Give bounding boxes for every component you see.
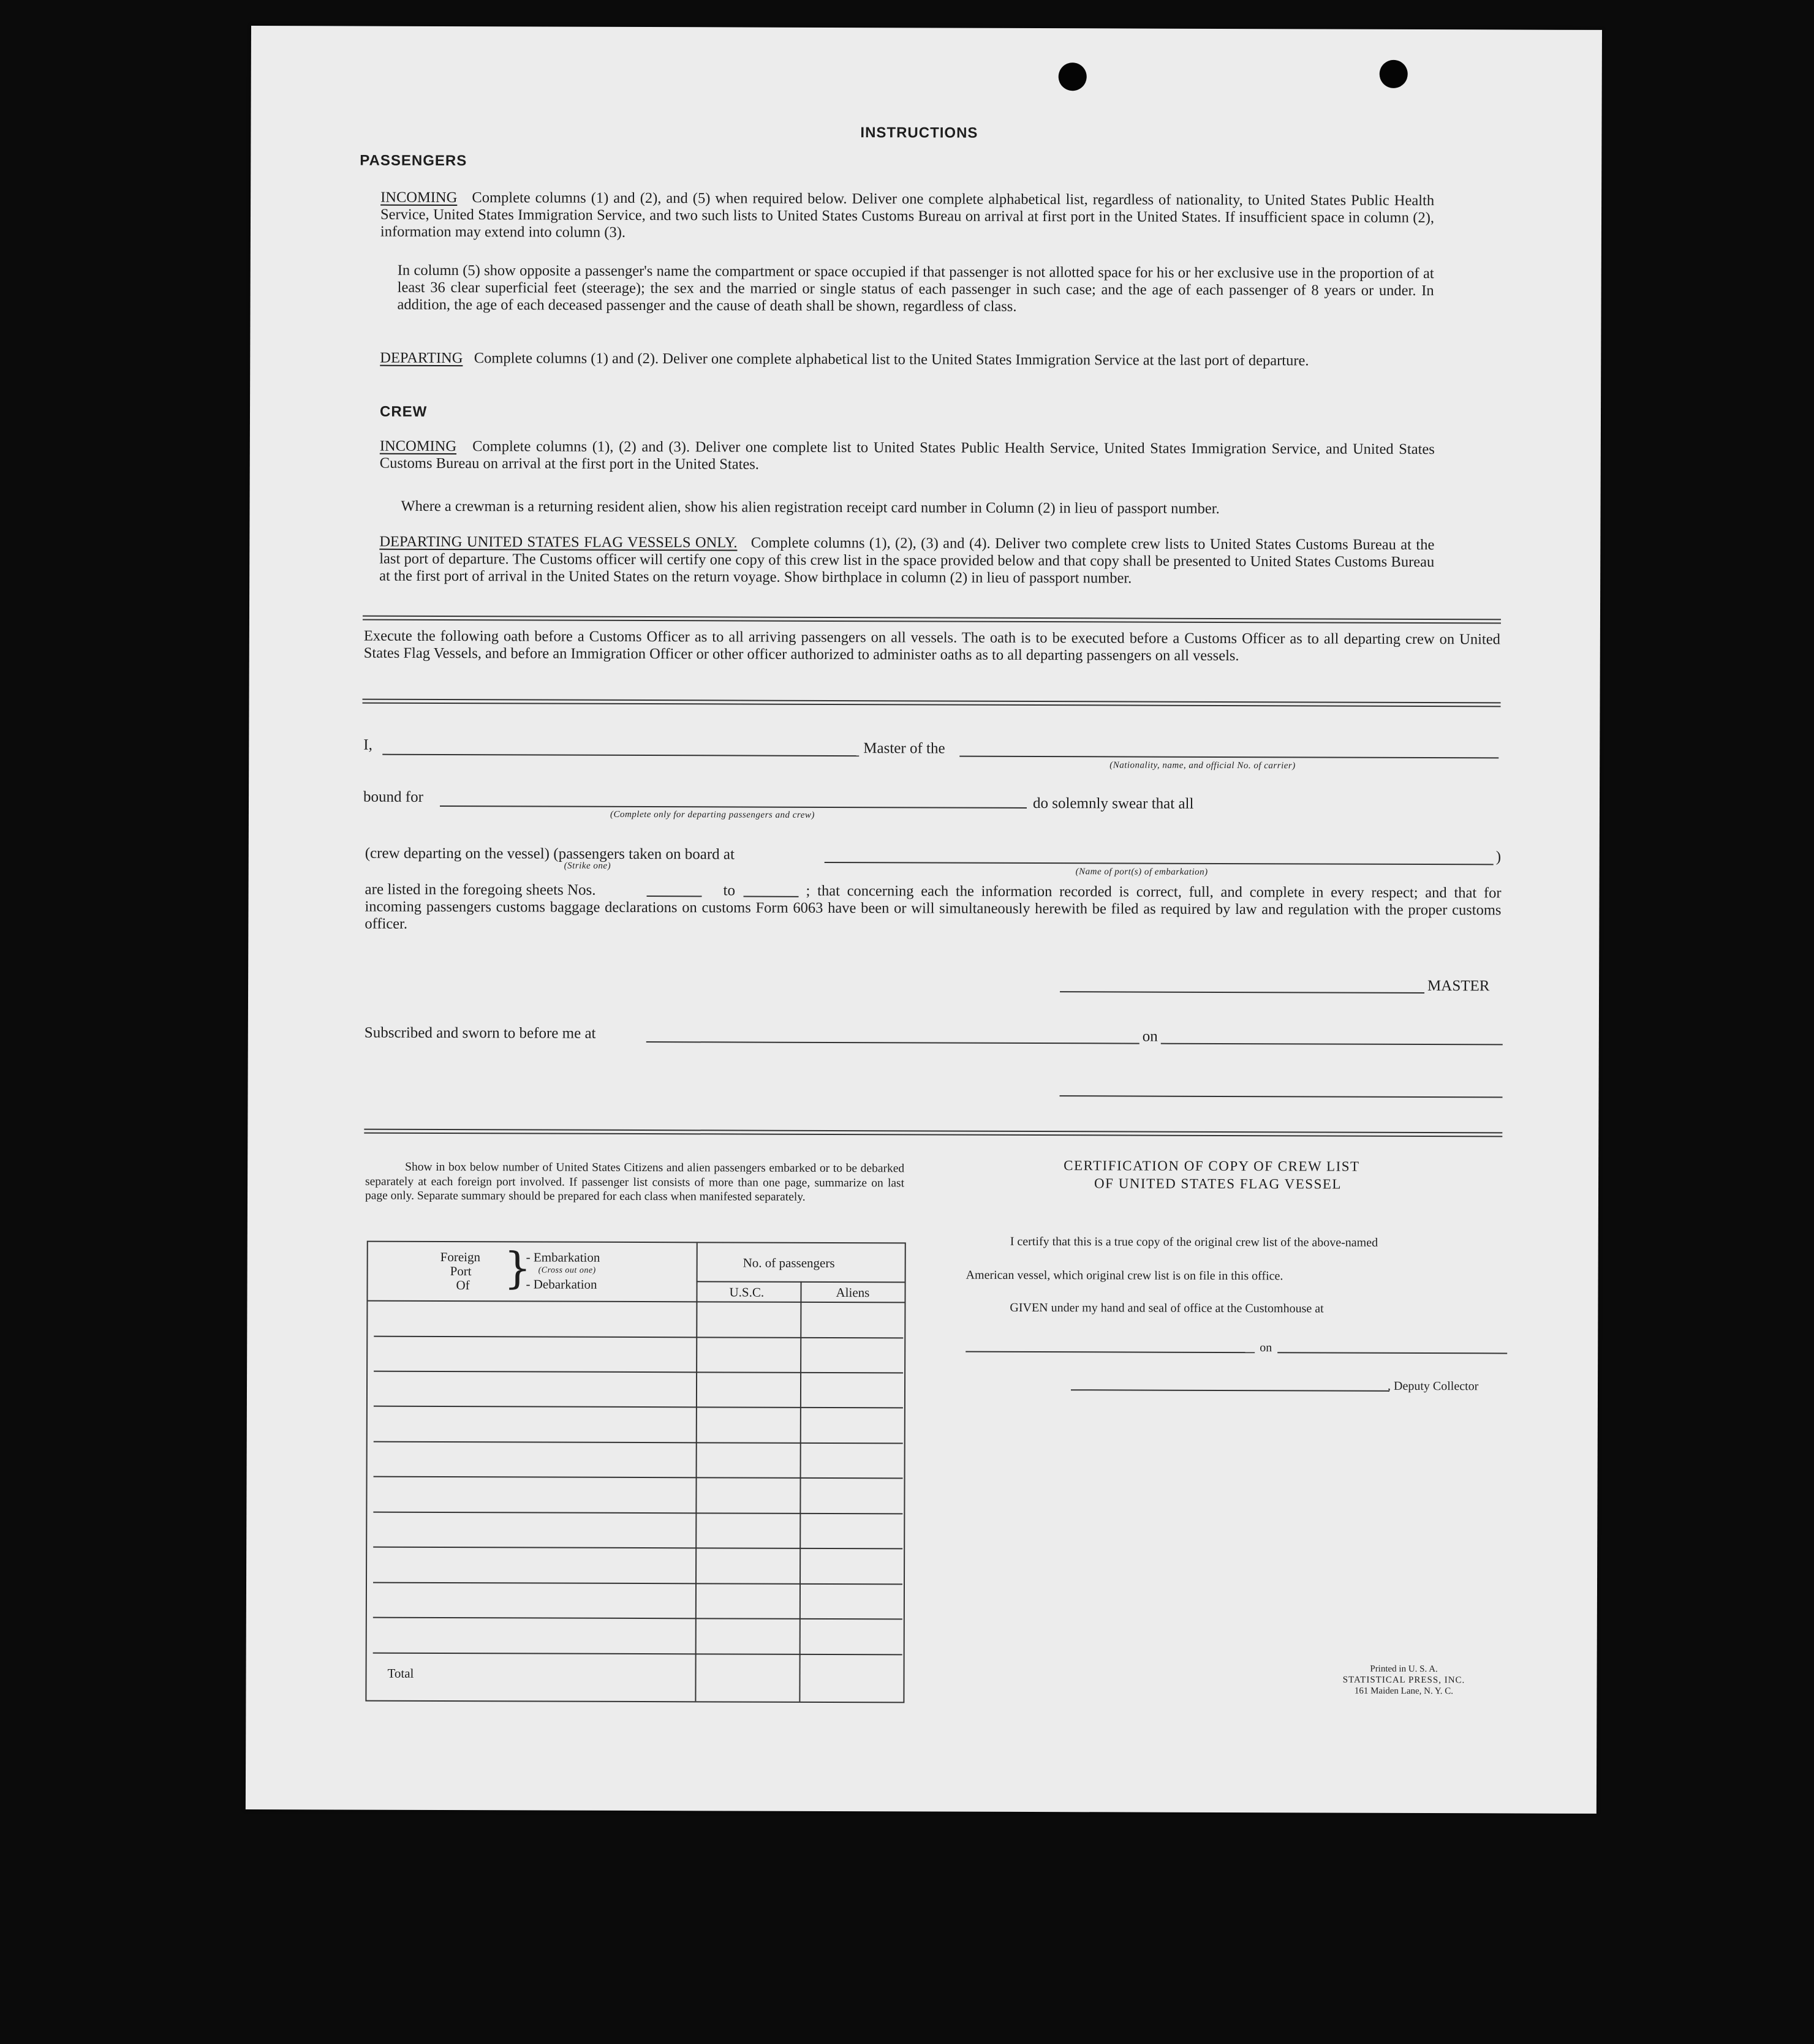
passengers-departing-label: DEPARTING <box>380 349 463 367</box>
brace-icon: } <box>504 1243 532 1294</box>
port-embarkation-field[interactable] <box>825 862 1494 865</box>
crew-departing-label: DEPARTING UNITED STATES FLAG VESSELS ONLY. <box>379 533 738 551</box>
bound-for-label: bound for <box>363 788 423 805</box>
imprint-line2: STATISTICAL PRESS, INC. <box>1342 1675 1465 1686</box>
master-label: MASTER <box>1427 978 1490 995</box>
printer-imprint <box>1312 1663 1495 1697</box>
crew-departing-paragraph <box>379 534 1434 588</box>
complete-only-caption: (Complete only for departing passengers and crew) <box>610 809 815 820</box>
section-divider-bottom <box>364 1129 1502 1137</box>
close-paren: ) <box>1495 848 1502 865</box>
given-text: GIVEN under my hand and seal of office at the Customhouse at <box>1010 1300 1324 1316</box>
form-sheet <box>246 26 1602 1814</box>
embarkation-label: - Embarkation <box>526 1250 600 1265</box>
no-of-passengers-header: No. of passengers <box>743 1255 835 1271</box>
debarkation-label: - Debarkation <box>526 1277 597 1292</box>
bound-for-field[interactable] <box>440 805 1027 809</box>
passengers-incoming-paragraph <box>380 189 1434 244</box>
oath-i-label: I, <box>363 736 372 753</box>
foreign-label: Foreign <box>440 1249 481 1265</box>
row-divider <box>374 1441 903 1444</box>
subscribed-text: Subscribed and sworn to before me at <box>364 1024 596 1042</box>
solemnly-swear-text: do solemnly swear that all <box>1032 795 1194 812</box>
section-divider-top <box>363 616 1501 624</box>
row-divider <box>373 1617 902 1620</box>
imprint-line1: Printed in U. S. A. <box>1370 1664 1438 1675</box>
strike-one-caption: (Strike one) <box>564 861 611 871</box>
customhouse-field[interactable] <box>966 1351 1255 1353</box>
port-label: Port <box>450 1264 472 1279</box>
passenger-summary-table <box>365 1241 905 1703</box>
crew-departing-text: Complete columns (1), (2), (3) and (4). Deliver two complete crew lists to United States Customs Bureau at the last port of departure. The Customs officer will certify one copy of this crew list in the space provided below and that copy shall be presented to United States Customs Bureau at the first port of arrival in the United States on the return voyage. Show birthplace in column (2) in lieu of passport number. <box>379 534 1435 587</box>
header-divider <box>368 1300 904 1303</box>
section-divider-oath <box>363 699 1501 707</box>
sworn-date-field[interactable] <box>1161 1043 1503 1046</box>
master-name-field[interactable] <box>382 754 859 756</box>
certify-line1: I certify that this is a true copy of the original crew list of the above-named <box>1010 1234 1378 1250</box>
crew-heading: CREW <box>379 403 428 420</box>
crew-incoming-paragraph <box>380 438 1435 475</box>
col-divider-usc <box>799 1281 801 1702</box>
port-caption: (Name of port(s) of embarkation) <box>1075 867 1208 877</box>
carrier-field[interactable] <box>959 756 1498 759</box>
passengers-departing-text: Complete columns (1) and (2). Deliver one complete alphabetical list to the United States Immigration Service at the last port of departure. <box>474 350 1309 369</box>
passengers-heading: PASSENGERS <box>360 152 467 170</box>
of-label: Of <box>456 1278 470 1293</box>
master-of-the-label: Master of the <box>863 740 945 757</box>
deputy-collector-signature-field[interactable] <box>1071 1389 1389 1392</box>
usc-header: U.S.C. <box>729 1284 765 1300</box>
sworn-on-label: on <box>1142 1028 1158 1045</box>
row-divider <box>373 1547 902 1550</box>
crew-returning-paragraph: Where a crewman is a returning resident alien, show his alien registration receipt card number in Column (2) in lieu of passport number. <box>401 497 1220 517</box>
certification-title-line1: CERTIFICATION OF COPY OF CREW LIST <box>1064 1158 1360 1174</box>
punch-hole-right <box>1380 60 1408 88</box>
certification-date-field[interactable] <box>1277 1352 1507 1354</box>
crew-incoming-text: Complete columns (1), (2) and (3). Deliver one complete list to United States Public Health Service, United States Immigration Service, and United States Customs Bureau on arrival at the first port in the United States. <box>379 438 1435 473</box>
crew-incoming-label: INCOMING <box>379 437 457 455</box>
row-divider <box>374 1406 903 1409</box>
oath-intro: Execute the following oath before a Customs Officer as to all arriving passengers on all vessels. The oath is to be executed before a Customs Officer as to all departing crew on United States Flag Vessels, and before an Immigration Officer or other officer authorized to administer oaths as to all departing passengers on all vessels. <box>363 627 1500 665</box>
nationality-caption: (Nationality, name, and official No. of carrier) <box>1109 760 1296 771</box>
row-divider <box>373 1653 902 1656</box>
passengers-column5-paragraph: In column (5) show opposite a passenger's name the compartment or space occupied if that passenger is not allotted space for his or her exclusive use in the proportion of at least 36 clear superficial feet (steerage); the sex and the married or single status of each passenger in such case; and the age of each passenger of 8 years or under. In addition, the age of each deceased passenger and the cause of death shall be shown, regardless of class. <box>397 262 1434 315</box>
to-label: to <box>723 882 736 899</box>
officer-signature-field[interactable] <box>1060 1095 1503 1098</box>
crew-departing-text: (crew departing on the vessel) (passengers taken on board at <box>365 845 735 863</box>
total-label: Total <box>387 1665 414 1681</box>
imprint-line3: 161 Maiden Lane, N. Y. C. <box>1354 1686 1454 1697</box>
summary-instruction: Show in box below number of United States Citizens and alien passengers embarked or to be debarked separately at each foreign port involved. If passenger list consists of more than one page, summarize on last page only. Separate summary should be prepared for each class when manifested separately. <box>365 1160 905 1204</box>
listed-rest-text <box>365 881 1501 937</box>
instructions-title: INSTRUCTIONS <box>860 124 978 141</box>
certification-on-label: on <box>1260 1341 1272 1355</box>
passengers-departing-paragraph <box>380 350 1434 370</box>
listed-in-text: are listed in the foregoing sheets Nos. <box>365 881 596 899</box>
deputy-collector-label: , Deputy Collector <box>1387 1379 1479 1393</box>
row-divider <box>373 1512 902 1515</box>
cross-out-caption: (Cross out one) <box>538 1265 596 1275</box>
row-divider <box>374 1371 903 1374</box>
master-signature-field[interactable] <box>1060 991 1424 994</box>
listed-rest-span: ; that concerning each the information recorded is correct, full, and complete in every respect; and that for incoming passengers customs baggage declarations on customs Form 6063 have been or will simultaneously herewith be filed as required by law and regulation with the proper customs officer. <box>365 882 1502 932</box>
row-divider <box>374 1336 903 1339</box>
passengers-incoming-text: Complete columns (1) and (2), and (5) when required below. Deliver one complete alphabetical list, regardless of nationality, to United States Public Health Service, United States Immigration Service, and two such lists to United States Customs Bureau on arrival at first port in the United States. If insufficient space in column (2), information may extend into column (3). <box>380 189 1435 241</box>
certification-title-line2: OF UNITED STATES FLAG VESSEL <box>1094 1175 1342 1192</box>
row-divider <box>374 1476 903 1479</box>
col-divider-port <box>695 1243 697 1701</box>
aliens-header: Aliens <box>836 1285 870 1300</box>
row-divider <box>373 1582 902 1585</box>
certify-line2: American vessel, which original crew list is on file in this office. <box>966 1268 1283 1283</box>
sworn-place-field[interactable] <box>646 1041 1139 1044</box>
passengers-incoming-label: INCOMING <box>380 189 458 206</box>
punch-hole-left <box>1059 62 1087 91</box>
